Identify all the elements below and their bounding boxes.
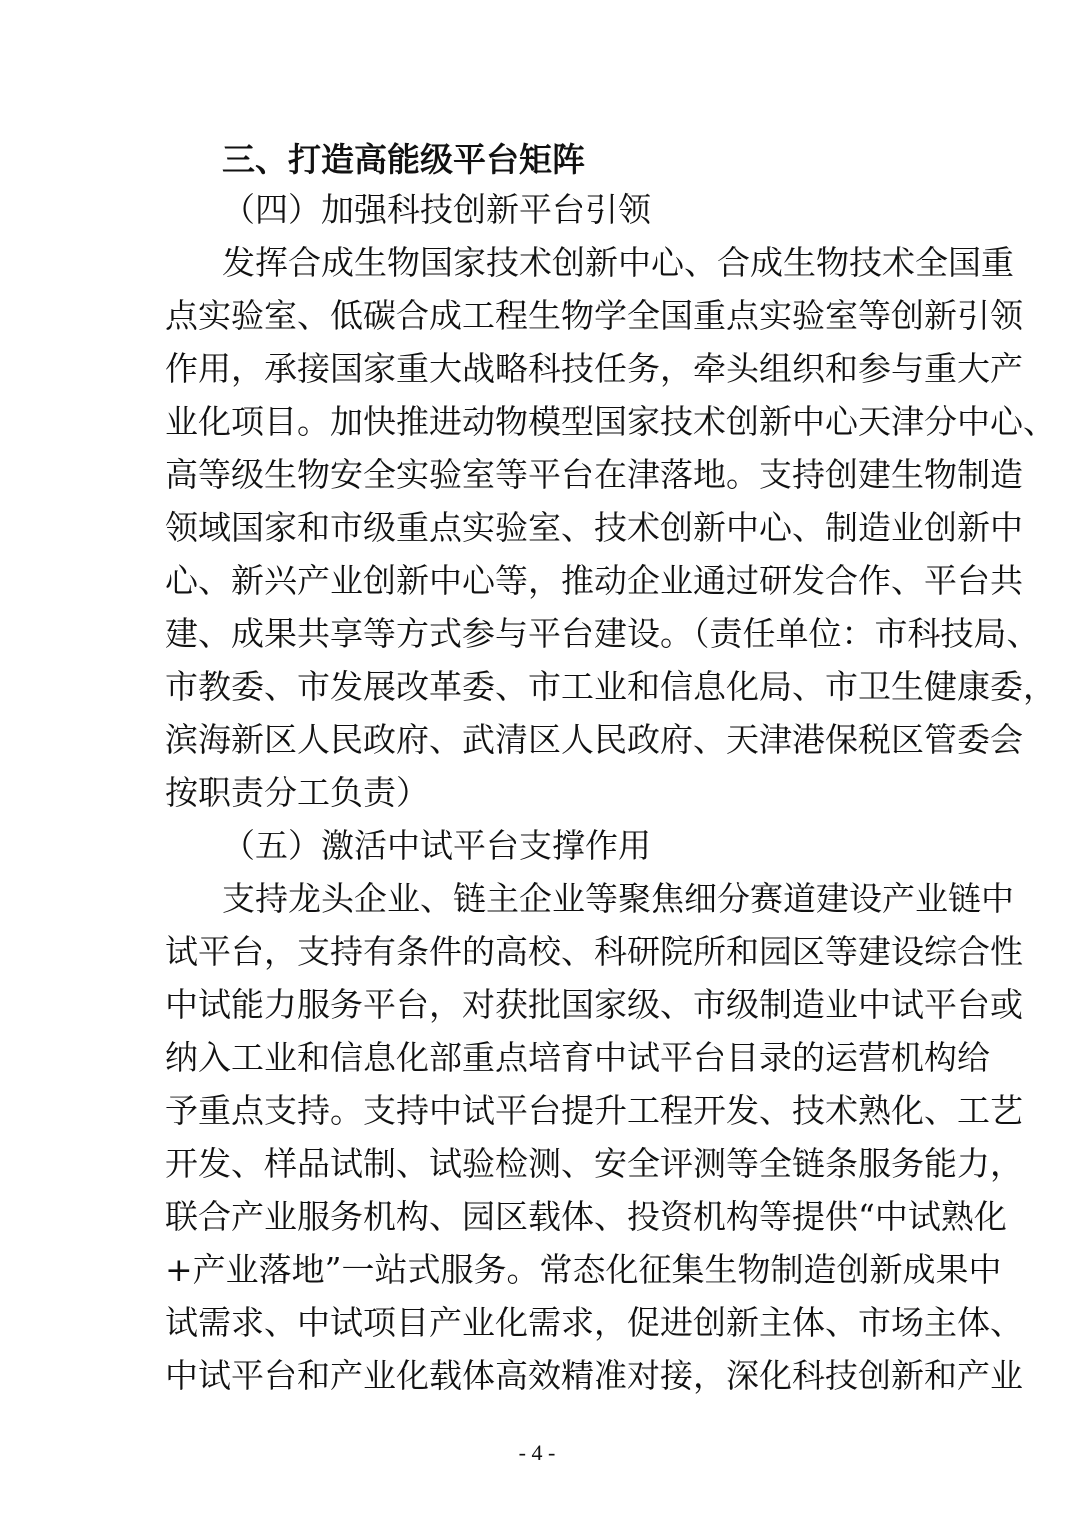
- paragraph-line: 建、成果共享等方式参与平台建设。（责任单位：市科技局、: [165, 614, 1040, 653]
- paragraph-line: 试需求、中试项目产业化需求，促进创新主体、市场主体、: [165, 1303, 1023, 1342]
- paragraph-line: 按职责分工负责）: [165, 773, 429, 812]
- subsection-heading-5: （五）激活中试平台支撑作用: [222, 826, 651, 865]
- paragraph-line: 发挥合成生物国家技术创新中心、合成生物技术全国重: [222, 243, 1014, 282]
- paragraph-line: 滨海新区人民政府、武清区人民政府、天津港保税区管委会: [165, 720, 1023, 759]
- paragraph-line: 中试平台和产业化载体高效精准对接，深化科技创新和产业: [165, 1356, 1023, 1395]
- paragraph-line: 纳入工业和信息化部重点培育中试平台目录的运营机构给: [165, 1038, 990, 1077]
- paragraph-line: 中试能力服务平台，对获批国家级、市级制造业中试平台或: [165, 985, 1023, 1024]
- paragraph-line: 业化项目。加快推进动物模型国家技术创新中心天津分中心、: [165, 402, 1056, 441]
- paragraph-line: 领域国家和市级重点实验室、技术创新中心、制造业创新中: [165, 508, 1023, 547]
- section-heading: 三、打造高能级平台矩阵: [222, 140, 585, 179]
- paragraph-line: 作用，承接国家重大战略科技任务，牵头组织和参与重大产: [165, 349, 1023, 388]
- page-number: - 4 -: [518, 1440, 556, 1465]
- paragraph-line: 试平台，支持有条件的高校、科研院所和园区等建设综合性: [165, 932, 1023, 971]
- paragraph-line: 联合产业服务机构、园区载体、投资机构等提供“中试熟化: [165, 1197, 1007, 1236]
- subsection-heading-4: （四）加强科技创新平台引领: [222, 190, 651, 229]
- paragraph-line: 高等级生物安全实验室等平台在津落地。支持创建生物制造: [165, 455, 1023, 494]
- paragraph-line: 开发、样品试制、试验检测、安全评测等全链条服务能力，: [165, 1144, 1023, 1183]
- paragraph-line: 心、新兴产业创新中心等，推动企业通过研发合作、平台共: [165, 561, 1023, 600]
- paragraph-line: 市教委、市发展改革委、市工业和信息化局、市卫生健康委，: [165, 667, 1056, 706]
- paragraph-line: 支持龙头企业、链主企业等聚焦细分赛道建设产业链中: [222, 879, 1014, 918]
- paragraph-line: +产业落地”一站式服务。常态化征集生物制造创新成果中: [165, 1250, 1002, 1289]
- paragraph-line: 予重点支持。支持中试平台提升工程开发、技术熟化、工艺: [165, 1091, 1023, 1130]
- paragraph-line: 点实验室、低碳合成工程生物学全国重点实验室等创新引领: [165, 296, 1023, 335]
